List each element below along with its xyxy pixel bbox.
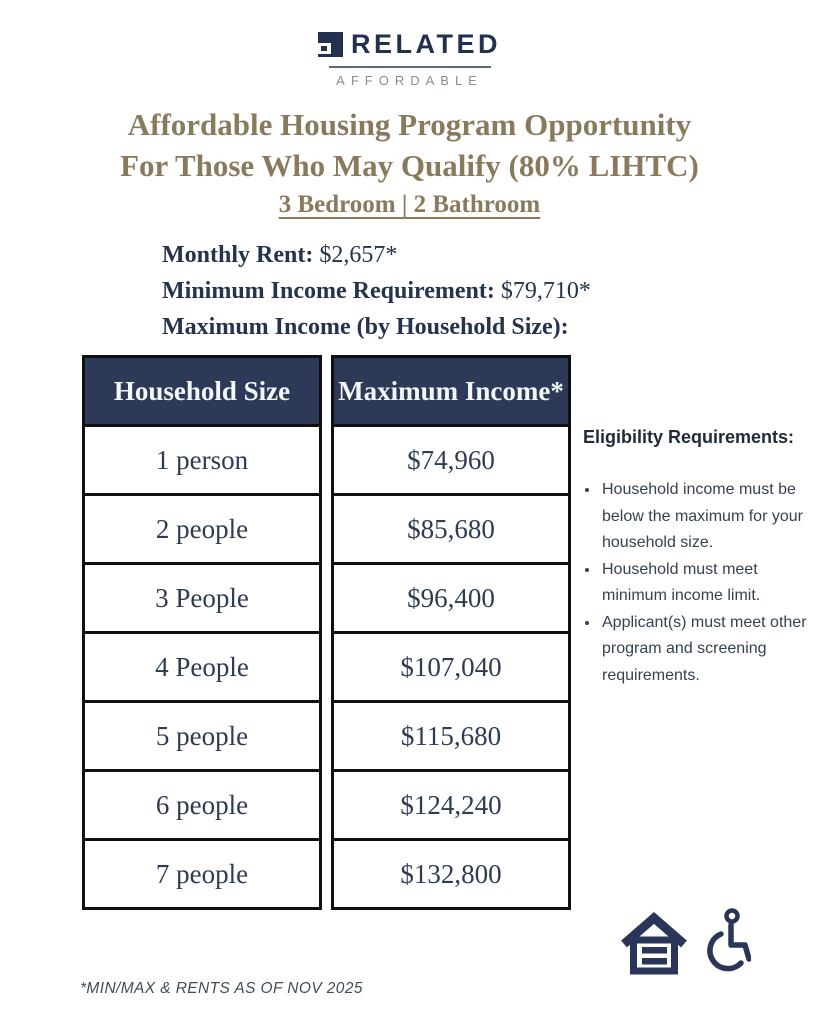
table-row [82,496,571,565]
eligibility-list [583,477,819,689]
title-block [0,104,819,219]
table-row [82,427,571,496]
cell-maximum-income: $74,960 [331,427,571,496]
cell-maximum-income: $132,800 [331,841,571,910]
table-row [82,841,571,910]
max-income-line [162,309,591,345]
brand-name: RELATED [351,29,501,59]
cell-household-size: 7 people [82,841,322,910]
cell-household-size: 1 person [82,427,322,496]
brand-sub-name: AFFORDABLE [336,73,483,88]
cell-maximum-income: $96,400 [331,565,571,634]
cell-maximum-income: $107,040 [331,634,571,703]
cell-maximum-income: $124,240 [331,772,571,841]
cell-household-size: 2 people [82,496,322,565]
table-row [82,565,571,634]
page-title-line1: Affordable Housing Program Opportunity [127,107,692,142]
income-limit-table [73,355,580,910]
footnote: *MIN/MAX & RENTS AS OF NOV 2025 [80,980,363,997]
cell-maximum-income: $85,680 [331,496,571,565]
max-income-label: Maximum Income (by Household Size): [162,314,569,340]
min-income-label: Minimum Income Requirement: [162,278,501,304]
compliance-icons [620,906,751,976]
related-logo-mark-icon [318,32,343,57]
cell-household-size: 3 People [82,565,322,634]
header-maximum-income: Maximum Income* [331,355,571,427]
rent-info-block [162,237,591,345]
table-header-row [82,355,571,427]
eligibility-bullet: • Household must meet minimum income limit. [600,557,819,610]
brand-logo [0,29,819,88]
equal-housing-opportunity-icon [620,912,688,976]
eligibility-bullet: • Applicant(s) must meet other program and screening requirements. [600,610,819,690]
cell-household-size: 5 people [82,703,322,772]
eligibility-bullet: • Household income must be below the maximum for your household size. [600,477,819,557]
monthly-rent-label: Monthly Rent: [162,242,320,268]
wheelchair-accessibility-icon [695,906,751,976]
eligibility-section [583,427,819,689]
min-income-value: $79,710* [500,278,591,304]
table-row [82,772,571,841]
table-row [82,634,571,703]
page-title-line2: For Those Who May Qualify (80% LIHTC) [120,148,699,183]
header-household-size: Household Size [82,355,322,427]
cell-maximum-income: $115,680 [331,703,571,772]
monthly-rent-line [162,237,591,273]
min-income-line [162,273,591,309]
brand-divider [329,66,491,68]
cell-household-size: 6 people [82,772,322,841]
unit-subtitle: 3 Bedroom | 2 Bathroom [278,191,541,218]
eligibility-heading: Eligibility Requirements: [583,427,795,447]
cell-household-size: 4 People [82,634,322,703]
monthly-rent-value: $2,657* [319,242,398,268]
table-row [82,703,571,772]
